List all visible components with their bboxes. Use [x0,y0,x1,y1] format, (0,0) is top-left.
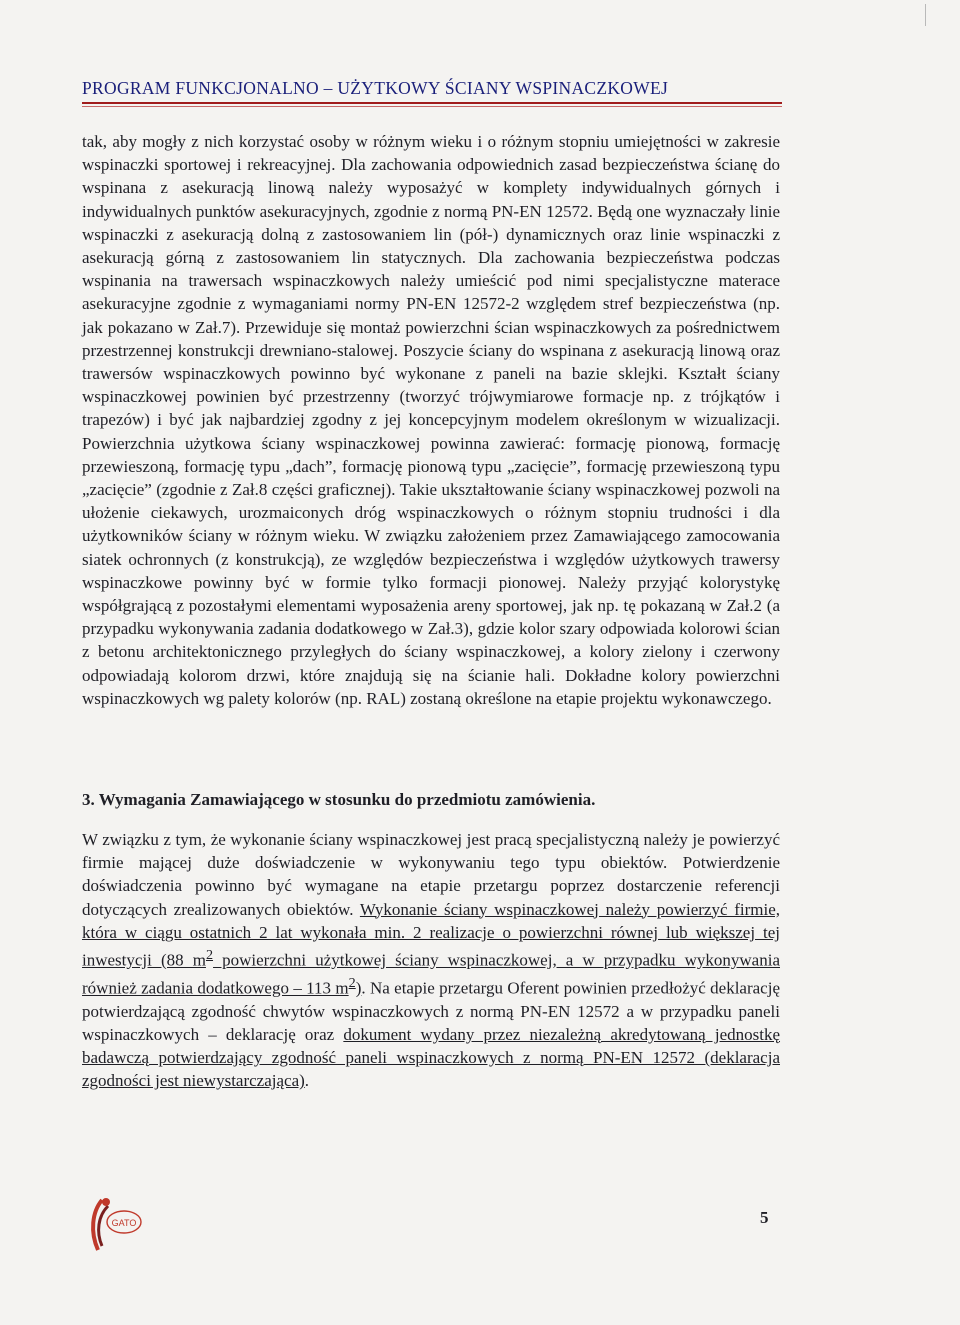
paragraph2-underlined-3: ) [355,978,362,998]
section-heading: 3. Wymagania Zamawiającego w stosunku do przedmiotu zamówienia. [82,790,596,809]
body-paragraph-2 [82,828,780,1093]
paragraph2-underlined-2: powierzchni użytkowej ściany wspinaczkowej, a w przypadku wykonywania również zadania dodatkowego – 113 m [82,950,780,998]
superscript-2: 2 [348,974,356,991]
logo-text: GATO [111,1218,137,1228]
paragraph2-underlined-4: dokument wydany przez niezależną akredytowaną jednostkę badawczą potwierdzający zgodność paneli wspinaczkowych z normą PN-EN 12572 (deklaracja zgodności jest niewystarczająca) [82,1024,781,1091]
paragraph2-underlined-1: Wykonanie ściany wspinaczkowej należy powierzyć firmie, która w ciągu ostatnich 2 lat wykonała min. 2 realizacje o powierzchni równej lub większej tej inwestycji (88 m [82,899,780,970]
page-header-title: PROGRAM FUNKCJONALNO – UŻYTKOWY ŚCIANY WSPINACZKOWEJ [82,78,669,98]
paragraph2-text-c: . [304,1071,310,1091]
body-paragraph-1: tak, aby mogły z nich korzystać osoby w różnym wieku i o różnym stopniu umiejętności w zakresie wspinaczki sportowej i rekreacyjnej. Dla zachowania odpowiednich zasad bezpieczeństwa ścianę do wspinana z asekuracją linową należy wyposażyć w komplety indywidualnych górnych i indywidualnych punktów asekuracyjnych, zgodnie z normą PN-EN 12572. Będą one wyznaczały linie wspinaczki z asekuracją dolną z zastosowaniem lin (pół-) dynamicznych oraz linie wspinaczki z asekuracją górną z zastosowaniem lin statycznych. Dla zachowania bezpieczeństwa podczas wspinania na trawersach wspinaczkowych należy umieścić pod nimi specjalistyczne materace asekuracyjne zgodnie z wymaganiami normy PN-EN 12572-2 względem stref bezpieczeństwa (np. jak pokazano w Zał.7). Przewiduje się montaż powierzchni ścian wspinaczkowych za pośrednictwem przestrzennej konstrukcji drewniano-stalowej. Poszycie ściany do wspinana z asekuracją linową oraz trawersów wspinaczkowych powinno być wykonane z paneli na bazie sklejki. Kształt ściany wspinaczkowej powinien być przestrzenny (tworzyć trójwymiarowe formacje np. z trójkątów i trapezów) i być jak najbardziej zgodny z jej koncepcyjnym modelem określonym w wizualizacji. Powierzchnia użytkowa ściany wspinaczkowej powinna zawierać: formację pionową, formację przewieszoną, formację typu „dach”, formację pionową typu „zacięcie”, formację przewieszoną typu „zacięcie” (zgodnie z Zał.8 części graficznej). Takie ukształtowanie ściany wspinaczkowej pozwoli na ułożenie ciekawych, urozmaiconych dróg wspinaczkowych o różnym stopniu trudności i dla użytkowników ściany w różnym wieku. W związku założeniem przez Zamawiającego zamocowania siatek ochronnych (z konstrukcją), ze względów bezpieczeństwa i względów użytkowych trawersy wspinaczkowe powinny być w formie tylko formacji pionowej. Należy przyjąć kolorystykę współgrającą z pozostałymi elementami wyposażenia areny sportowej, jak np. tę pokazaną w Zał.2 (a przypadku wykonywania zadania dodatkowego w Zał.3), gdzie kolor szary odpowiada kolorowi ścian z betonu architektonicznego przyległych do ściany wspinaczkowej, a kolory zielony i czerwony odpowiadają kolorom drzwi, które znajdują się na ścianie hali. Dokładne kolory powierzchni wspinaczkowych wg palety kolorów (np. RAL) zostaną określone na etapie projektu wykonawczego. [82,132,780,708]
superscript-1: 2 [205,947,214,964]
header-rule-thin [82,106,782,107]
scan-edge-mark [925,4,926,26]
page-number: 5 [760,1208,769,1227]
paragraph2-text-a: W związku z tym, że wykonanie ściany wspinaczkowej jest pracą specjalistyczną należy je powierzyć firmie mającej duże doświadczenie w wykonywaniu tego typu obiektów. Potwierdzenie doświadczenia powinno być wymagane na etapie przetargu poprzez dostarczenie referencji dotyczących zrealizowanych obiektów. [82,830,780,919]
gato-logo [84,1192,146,1262]
paragraph2-text-b: . Na etapie przetargu Oferent powinien przedłożyć deklarację potwierdzającą zgodność chwytów wspinaczkowych z normą PN-EN 12572 a w przypadku paneli wspinaczkowych – deklarację oraz [82,978,780,1044]
header-rule [82,102,782,104]
